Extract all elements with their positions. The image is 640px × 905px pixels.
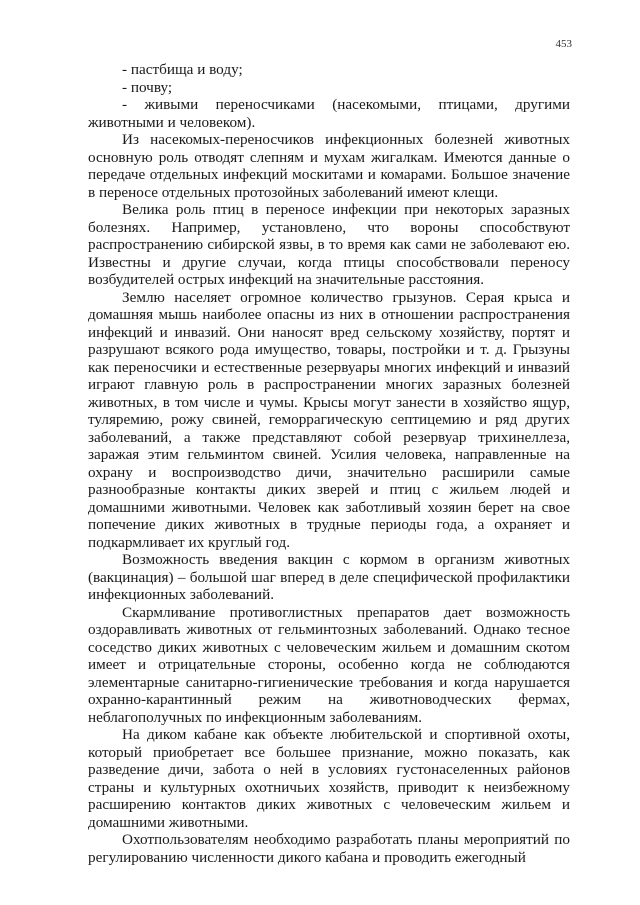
paragraph-birds: Велика роль птиц в переносе инфекции при некоторых заразных болезнях. Например, установлено, что вороны способствуют распространению сибирской язвы, в то время как сами не заболевают ею. Известны и другие случаи, когда птицы способствовали переносу возбудителей острых инфекций на значительные расстояния. (88, 201, 570, 288)
paragraph-rodents: Землю населяет огромное количество грызунов. Серая крыса и домашняя мышь наиболее опасны из них в отношении распространения инфекций и инвазий. Они наносят вред сельскому хозяйству, портят и разрушают всякого рода имущество, товары, постройки и т. д. Грызуны как переносчики и естественные резервуары многих инфекций и инвазий играют главную роль в распространении многих заразных болезней животных, в том числе и чумы. Крысы могут занести в хозяйство ящур, туляремию, рожу свиней, геморрагическую септицемию и ряд других заболеваний, а также представляют собой резервуар трихинеллеза, заражая этим гельминтом свиней. Усилия человека, направленные на охрану и воспроизводство дичи, значительно расширили самые разнообразные контакты диких зверей и птиц с жильем людей и домашними животными. Человек как заботливый хозяин берет на свое попечение диких животных в трудные периоды года, а охраняет и подкармливает их круглый год. (88, 288, 570, 551)
list-item-pastures: - пастбища и воду; (122, 61, 243, 78)
paragraph-wild-boar: На диком кабане как объекте любительской и спортивной охоты, который приобретает все большее признание, можно показать, как разведение дичи, забота о ней в условиях густонаселенных районов страны и культурных охотничьих хозяйств, приводит к неизбежному расширению контактов диких животных с человеческим жильем и домашними животными. (88, 726, 570, 831)
page-body (88, 61, 570, 866)
list-item-vectors: - живыми переносчиками (насекомыми, птицами, другими животными и человеком). (88, 96, 570, 131)
paragraph-deworming: Скармливание противоглистных препаратов дает возможность оздоравливать животных от гельминтозных заболеваний. Однако тесное соседство диких животных с человеческим жильем и домашним скотом имеет и отрицательные стороны, особенно когда не соблюдаются элементарные санитарно-гигиенические требования и когда нарушается охранно-карантинный режим на животноводческих фермах, неблагополучных по инфекционным заболеваниям. (88, 603, 570, 726)
page-number: 453 (555, 38, 572, 50)
list-item-soil: - почву; (122, 78, 173, 96)
paragraph-vaccination: Возможность введения вакцин с кормом в организм животных (вакцинация) – большой шаг вперед в деле специфической профилактики инфекционных заболеваний. (88, 551, 570, 603)
paragraph-insects: Из насекомых-переносчиков инфекционных болезней животных основную роль отводят слепням и мухам жигалкам. Имеются данные о передаче отдельных инфекций москитами и комарами. Большое значение в переносе отдельных протозойных заболеваний имеют клещи. (88, 131, 570, 201)
paragraph-hunting-users: Охотпользователям необходимо разработать планы мероприятий по регулированию численности дикого кабана и проводить ежегодный (88, 831, 570, 866)
